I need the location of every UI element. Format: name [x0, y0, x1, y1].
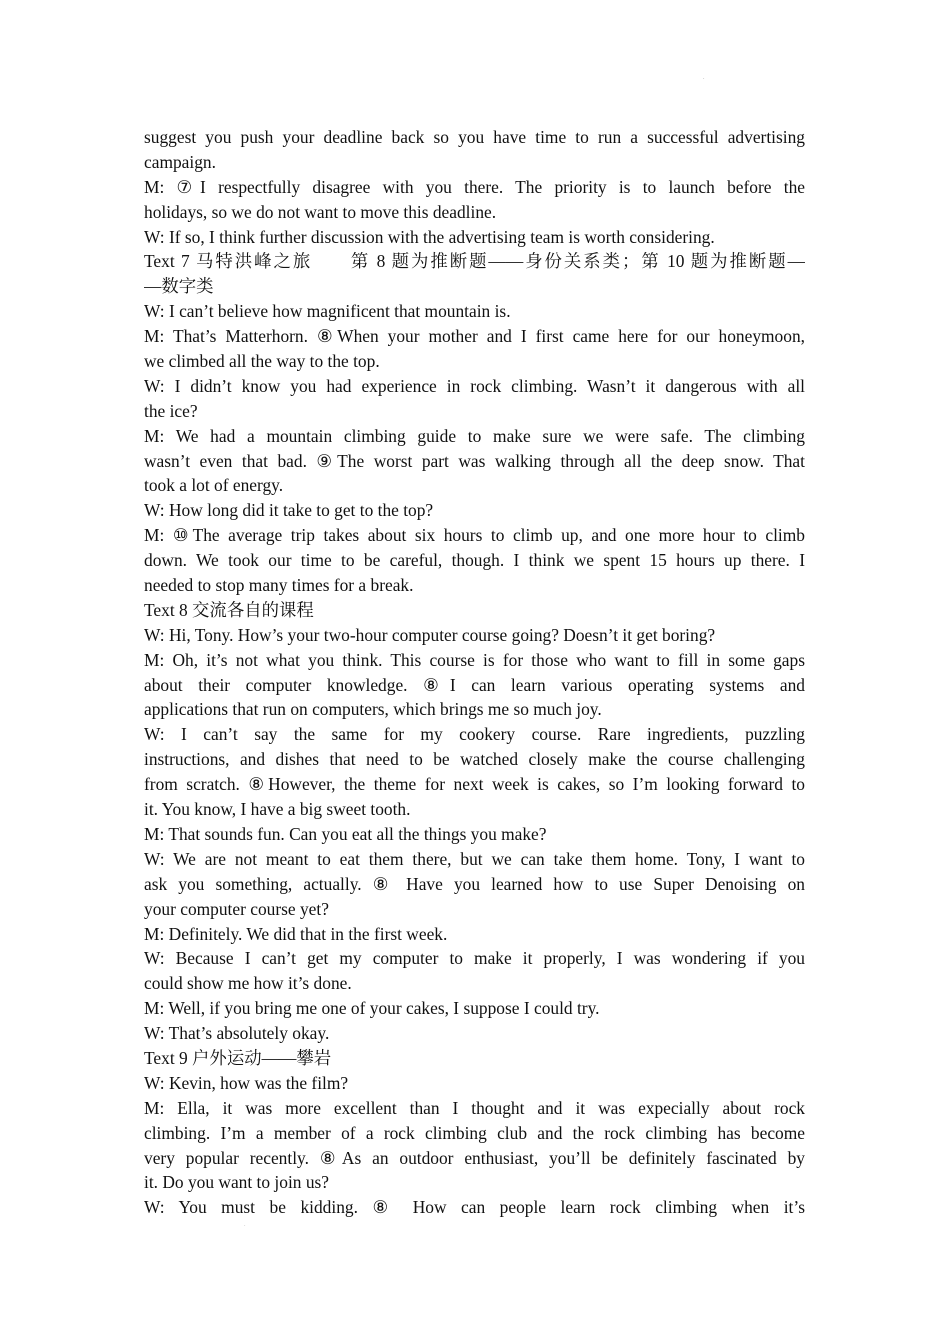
text-line: Text 7 马特洪峰之旅 第 8 题为推断题——身份关系类；第 10 题为推断题— — [144, 251, 805, 272]
text-line: holidays, so we do not want to move this deadline. — [144, 201, 497, 222]
text-line: from scratch. ⑧However, the theme for next week is cakes, so I’m looking forward to — [144, 774, 805, 795]
text-line: down. We took our time to be careful, though. I think we spent 15 hours up there. I — [144, 550, 805, 571]
text-line: M: That’s Matterhorn. ⑧When your mother and I first came here for our honeymoon, — [144, 326, 805, 347]
text-line: took a lot of energy. — [144, 475, 284, 496]
text-line: Text 9 户外运动——攀岩 — [144, 1047, 332, 1068]
text-line: M: ⑩The average trip takes about six hours to climb up, and one more hour to climb — [144, 525, 805, 546]
text-line: —数字类 — [144, 276, 214, 297]
footer-dot-mark: . — [244, 1222, 246, 1228]
text-line: M: Definitely. We did that in the first week. — [144, 923, 448, 944]
text-line: W: Because I can’t get my computer to make it properly, I was wondering if you — [144, 948, 805, 969]
document-body — [144, 125, 805, 1220]
text-line: M: Well, if you bring me one of your cakes, I suppose I could try. — [144, 998, 600, 1019]
text-line: climbing. I’m a member of a rock climbing club and the rock climbing has become — [144, 1122, 805, 1143]
text-line: W: If so, I think further discussion with the advertising team is worth considering. — [144, 226, 715, 247]
text-line: applications that run on computers, which brings me so much joy. — [144, 699, 602, 720]
text-line: W: I can’t say the same for my cookery course. Rare ingredients, puzzling — [144, 724, 805, 745]
text-line: M: That sounds fun. Can you eat all the things you make? — [144, 823, 547, 844]
text-line: the ice? — [144, 400, 198, 421]
text-line: W: How long did it take to get to the top? — [144, 500, 434, 521]
text-line: M: ⑦I respectfully disagree with you there. The priority is to launch before the — [144, 176, 805, 197]
text-line: it. You know, I have a big sweet tooth. — [144, 799, 411, 820]
text-line: could show me how it’s done. — [144, 973, 352, 994]
text-line: it. Do you want to join us? — [144, 1172, 330, 1193]
text-line: M: Oh, it’s not what you think. This course is for those who want to fill in some gaps — [144, 649, 805, 670]
text-line: M: We had a mountain climbing guide to make sure we were safe. The climbing — [144, 425, 805, 446]
text-line: W: I didn’t know you had experience in rock climbing. Wasn’t it dangerous with all — [144, 375, 805, 396]
text-line: W: Kevin, how was the film? — [144, 1072, 349, 1093]
text-line: instructions, and dishes that need to be watched closely make the course challenging — [144, 749, 805, 770]
text-line: your computer course yet? — [144, 898, 329, 919]
text-line: W: I can’t believe how magnificent that mountain is. — [144, 301, 511, 322]
text-line: campaign. — [144, 151, 216, 172]
header-dot-mark: . — [703, 75, 705, 81]
text-line: W: You must be kidding. ⑧ How can people learn rock climbing when it’s — [144, 1197, 805, 1218]
text-line: Text 8 交流各自的课程 — [144, 599, 314, 620]
text-line: about their computer knowledge. ⑧I can learn various operating systems and — [144, 674, 805, 695]
text-line: W: Hi, Tony. How’s your two-hour computer course going? Doesn’t it get boring? — [144, 624, 716, 645]
text-line: ask you something, actually. ⑧ Have you learned how to use Super Denoising on — [144, 873, 805, 894]
text-line: wasn’t even that bad. ⑨The worst part was walking through all the deep snow. That — [144, 450, 805, 471]
text-line: needed to stop many times for a break. — [144, 575, 414, 596]
text-line: we climbed all the way to the top. — [144, 351, 380, 372]
text-line: W: We are not meant to eat them there, but we can take them home. Tony, I want to — [144, 848, 805, 869]
text-line: M: Ella, it was more excellent than I thought and it was expecially about rock — [144, 1097, 805, 1118]
text-line: very popular recently. ⑧As an outdoor enthusiast, you’ll be definitely fascinated by — [144, 1147, 805, 1168]
text-line: suggest you push your deadline back so you have time to run a successful advertising — [144, 127, 805, 147]
text-line: W: That’s absolutely okay. — [144, 1023, 330, 1044]
